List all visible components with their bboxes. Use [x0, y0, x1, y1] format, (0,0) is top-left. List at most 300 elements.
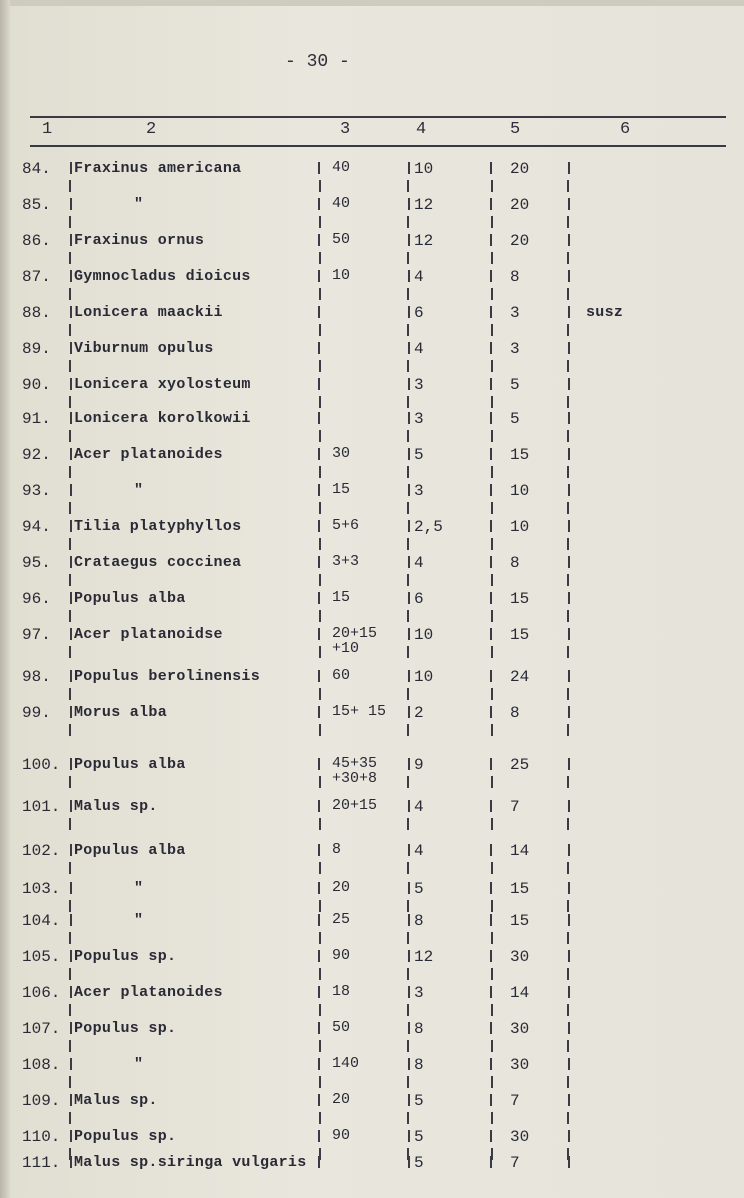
- species-name: ": [134, 196, 144, 213]
- column-tick: [491, 968, 493, 980]
- column-tick: [319, 1076, 321, 1088]
- row-number: 90.: [22, 376, 51, 394]
- row-number: 86.: [22, 232, 51, 250]
- column-tick: [318, 706, 320, 718]
- col5-value: 5: [510, 376, 520, 394]
- column-tick: [70, 1130, 72, 1142]
- column-tick: [490, 1058, 492, 1070]
- column-tick: [567, 216, 569, 228]
- species-name: Gymnocladus dioicus: [74, 268, 251, 285]
- column-tick: [491, 724, 493, 736]
- col4-value: 12: [414, 232, 434, 250]
- column-tick: [319, 688, 321, 700]
- col4-value: 9: [414, 756, 424, 774]
- column-tick: [318, 342, 320, 354]
- column-tick: [491, 466, 493, 478]
- column-tick: [70, 758, 72, 770]
- species-name: Lonicera maackii: [74, 304, 223, 321]
- column-tick: [568, 1094, 570, 1106]
- row-number: 87.: [22, 268, 51, 286]
- column-tick: [319, 1040, 321, 1052]
- column-tick: [319, 932, 321, 944]
- column-tick: [407, 724, 409, 736]
- species-name: ": [134, 1056, 144, 1073]
- column-tick: [70, 914, 72, 926]
- column-tick: [408, 844, 410, 856]
- column-tick: [567, 932, 569, 944]
- column-tick: [407, 862, 409, 874]
- col3-value: 30: [332, 445, 351, 462]
- row-number: 106.: [22, 984, 61, 1002]
- col5-value: 30: [510, 948, 530, 966]
- header-col-6: 6: [620, 120, 631, 139]
- column-tick: [70, 342, 72, 354]
- column-tick: [70, 198, 72, 210]
- species-name: Tilia platyphyllos: [74, 518, 242, 535]
- row-number: 109.: [22, 1092, 61, 1110]
- column-tick: [491, 574, 493, 586]
- column-tick: [69, 360, 71, 372]
- species-name: Populus alba: [74, 842, 186, 859]
- column-tick: [490, 1130, 492, 1142]
- species-name: Acer platanoides: [74, 984, 223, 1001]
- column-tick: [318, 628, 320, 640]
- species-name: Fraxinus americana: [74, 160, 242, 177]
- column-tick: [568, 520, 570, 532]
- table-header-rule: [30, 145, 726, 147]
- column-tick: [567, 360, 569, 372]
- column-tick: [568, 758, 570, 770]
- column-tick: [408, 1156, 410, 1168]
- column-tick: [318, 1156, 320, 1168]
- column-tick: [490, 556, 492, 568]
- row-number: 105.: [22, 948, 61, 966]
- col3-value: 40: [332, 159, 351, 176]
- column-tick: [407, 180, 409, 192]
- column-tick: [490, 1022, 492, 1034]
- column-tick: [319, 396, 321, 408]
- column-tick: [567, 1112, 569, 1124]
- column-tick: [319, 862, 321, 874]
- row-number: 111.: [22, 1154, 61, 1172]
- col5-value: 30: [510, 1128, 530, 1146]
- column-tick: [407, 430, 409, 442]
- column-tick: [567, 574, 569, 586]
- column-tick: [407, 610, 409, 622]
- column-tick: [407, 688, 409, 700]
- row-number: 103.: [22, 880, 61, 898]
- row-number: 98.: [22, 668, 51, 686]
- col4-value: 10: [414, 668, 434, 686]
- column-tick: [407, 932, 409, 944]
- column-tick: [491, 252, 493, 264]
- row-number: 91.: [22, 410, 51, 428]
- column-tick: [408, 800, 410, 812]
- column-tick: [491, 1040, 493, 1052]
- column-tick: [490, 670, 492, 682]
- column-tick: [567, 1004, 569, 1016]
- column-tick: [490, 484, 492, 496]
- row-number: 101.: [22, 798, 61, 816]
- row-number: 95.: [22, 554, 51, 572]
- column-tick: [567, 646, 569, 658]
- header-col-4: 4: [416, 120, 427, 139]
- column-tick: [568, 448, 570, 460]
- row-number: 85.: [22, 196, 51, 214]
- species-name: Crataegus coccinea: [74, 554, 242, 571]
- col3-value: 50: [332, 231, 351, 248]
- column-tick: [70, 520, 72, 532]
- row-number: 104.: [22, 912, 61, 930]
- col3-value: 15: [332, 481, 351, 498]
- row-number: 102.: [22, 842, 61, 860]
- col3-value: 20+15: [332, 797, 378, 814]
- col5-value: 30: [510, 1056, 530, 1074]
- col4-value: 3: [414, 482, 424, 500]
- column-tick: [491, 396, 493, 408]
- column-tick: [318, 162, 320, 174]
- col5-value: 10: [510, 518, 530, 536]
- col3-value: 15+ 15: [332, 703, 387, 720]
- column-tick: [408, 628, 410, 640]
- column-tick: [491, 324, 493, 336]
- row-number: 97.: [22, 626, 51, 644]
- species-name: Populus alba: [74, 590, 186, 607]
- column-tick: [568, 628, 570, 640]
- col3-value: 20: [332, 879, 351, 896]
- col4-value: 8: [414, 912, 424, 930]
- column-tick: [568, 914, 570, 926]
- col3-value: 3+3: [332, 553, 360, 570]
- column-tick: [70, 706, 72, 718]
- column-tick: [490, 378, 492, 390]
- column-tick: [491, 216, 493, 228]
- column-tick: [408, 412, 410, 424]
- column-tick: [319, 430, 321, 442]
- col5-value: 8: [510, 704, 520, 722]
- column-tick: [490, 198, 492, 210]
- column-tick: [69, 538, 71, 550]
- column-tick: [69, 574, 71, 586]
- column-tick: [567, 430, 569, 442]
- column-tick: [490, 914, 492, 926]
- column-tick: [568, 378, 570, 390]
- column-tick: [407, 646, 409, 658]
- col4-value: 6: [414, 304, 424, 322]
- column-tick: [318, 758, 320, 770]
- column-tick: [318, 986, 320, 998]
- column-tick: [319, 324, 321, 336]
- column-tick: [318, 1058, 320, 1070]
- col3-value: 10: [332, 267, 351, 284]
- column-tick: [408, 986, 410, 998]
- column-tick: [319, 252, 321, 264]
- column-tick: [491, 776, 493, 788]
- column-tick: [70, 592, 72, 604]
- column-tick: [568, 270, 570, 282]
- column-tick: [408, 1094, 410, 1106]
- column-tick: [319, 216, 321, 228]
- column-tick: [408, 162, 410, 174]
- column-tick: [567, 252, 569, 264]
- col4-value: 10: [414, 626, 434, 644]
- column-tick: [70, 1156, 72, 1168]
- col5-value: 3: [510, 340, 520, 358]
- column-tick: [69, 502, 71, 514]
- column-tick: [70, 1094, 72, 1106]
- column-tick: [491, 818, 493, 830]
- row-number: 88.: [22, 304, 51, 322]
- column-tick: [408, 670, 410, 682]
- column-tick: [319, 646, 321, 658]
- column-tick: [408, 556, 410, 568]
- column-tick: [69, 1112, 71, 1124]
- column-tick: [490, 234, 492, 246]
- column-tick: [70, 1022, 72, 1034]
- column-tick: [318, 448, 320, 460]
- column-tick: [568, 706, 570, 718]
- column-tick: [318, 556, 320, 568]
- column-tick: [567, 776, 569, 788]
- row-number: 110.: [22, 1128, 61, 1146]
- column-tick: [491, 360, 493, 372]
- species-name: Populus sp.: [74, 948, 177, 965]
- column-tick: [568, 1022, 570, 1034]
- column-tick: [69, 900, 71, 912]
- col4-value: 2,5: [414, 518, 443, 536]
- row-number: 107.: [22, 1020, 61, 1038]
- column-tick: [318, 844, 320, 856]
- header-col-1: 1: [42, 120, 53, 139]
- column-tick: [70, 556, 72, 568]
- row-number: 96.: [22, 590, 51, 608]
- column-tick: [319, 776, 321, 788]
- col4-value: 3: [414, 410, 424, 428]
- column-tick: [407, 324, 409, 336]
- col5-value: 14: [510, 842, 530, 860]
- column-tick: [408, 484, 410, 496]
- column-tick: [567, 538, 569, 550]
- col3-value: 5+6: [332, 517, 360, 534]
- col4-value: 2: [414, 704, 424, 722]
- column-tick: [491, 1112, 493, 1124]
- column-tick: [69, 252, 71, 264]
- row-number: 94.: [22, 518, 51, 536]
- column-tick: [490, 706, 492, 718]
- col5-value: 7: [510, 798, 520, 816]
- species-name: Populus sp.: [74, 1128, 177, 1145]
- col3-value: 20: [332, 1091, 351, 1108]
- col4-value: 5: [414, 1092, 424, 1110]
- col4-value: 10: [414, 160, 434, 178]
- column-tick: [491, 932, 493, 944]
- column-tick: [490, 270, 492, 282]
- column-tick: [407, 818, 409, 830]
- column-tick: [407, 1076, 409, 1088]
- column-tick: [408, 914, 410, 926]
- column-tick: [318, 270, 320, 282]
- column-tick: [318, 800, 320, 812]
- col3-value: 18: [332, 983, 351, 1000]
- column-tick: [69, 1076, 71, 1088]
- species-name: Acer platanoidse: [74, 626, 223, 643]
- column-tick: [408, 592, 410, 604]
- col5-value: 15: [510, 912, 530, 930]
- column-tick: [567, 396, 569, 408]
- col3-value: 90: [332, 1127, 351, 1144]
- column-tick: [69, 288, 71, 300]
- column-tick: [407, 538, 409, 550]
- column-tick: [318, 234, 320, 246]
- column-tick: [491, 1004, 493, 1016]
- column-tick: [490, 950, 492, 962]
- column-tick: [70, 986, 72, 998]
- column-tick: [319, 538, 321, 550]
- col5-value: 8: [510, 554, 520, 572]
- column-tick: [490, 520, 492, 532]
- column-tick: [408, 234, 410, 246]
- column-tick: [318, 1130, 320, 1142]
- column-tick: [491, 900, 493, 912]
- species-name: Morus alba: [74, 704, 168, 721]
- column-tick: [408, 448, 410, 460]
- column-tick: [69, 646, 71, 658]
- column-tick: [319, 724, 321, 736]
- col5-value: 24: [510, 668, 530, 686]
- column-tick: [70, 412, 72, 424]
- column-tick: [490, 1156, 492, 1168]
- column-tick: [69, 324, 71, 336]
- column-tick: [490, 342, 492, 354]
- col5-value: 20: [510, 160, 530, 178]
- column-tick: [407, 574, 409, 586]
- column-tick: [568, 556, 570, 568]
- column-tick: [408, 1058, 410, 1070]
- column-tick: [319, 360, 321, 372]
- column-tick: [319, 574, 321, 586]
- header-col-5: 5: [510, 120, 521, 139]
- col5-value: 25: [510, 756, 530, 774]
- column-tick: [319, 1004, 321, 1016]
- col3-value: 90: [332, 947, 351, 964]
- table-top-rule: [30, 116, 726, 118]
- column-tick: [69, 776, 71, 788]
- column-tick: [318, 670, 320, 682]
- column-tick: [567, 1076, 569, 1088]
- column-tick: [568, 484, 570, 496]
- column-tick: [319, 466, 321, 478]
- column-tick: [567, 900, 569, 912]
- col5-value: 15: [510, 880, 530, 898]
- column-tick: [319, 288, 321, 300]
- column-tick: [567, 180, 569, 192]
- column-tick: [319, 900, 321, 912]
- row-number: 99.: [22, 704, 51, 722]
- col4-value: 4: [414, 268, 424, 286]
- column-tick: [318, 412, 320, 424]
- column-tick: [408, 198, 410, 210]
- column-tick: [69, 1004, 71, 1016]
- column-tick: [407, 968, 409, 980]
- col3-value: 45+35 +30+8: [332, 755, 378, 787]
- column-tick: [491, 288, 493, 300]
- column-tick: [319, 180, 321, 192]
- col5-value: 5: [510, 410, 520, 428]
- row-number: 100.: [22, 756, 61, 774]
- column-tick: [568, 234, 570, 246]
- column-tick: [568, 412, 570, 424]
- col5-value: 14: [510, 984, 530, 1002]
- column-tick: [319, 818, 321, 830]
- header-col-2: 2: [146, 120, 157, 139]
- column-tick: [407, 396, 409, 408]
- row-number: 108.: [22, 1056, 61, 1074]
- column-tick: [490, 412, 492, 424]
- column-tick: [490, 628, 492, 640]
- column-tick: [491, 646, 493, 658]
- column-tick: [408, 882, 410, 894]
- column-tick: [568, 844, 570, 856]
- column-tick: [568, 800, 570, 812]
- column-tick: [318, 306, 320, 318]
- col5-value: 7: [510, 1154, 520, 1172]
- column-tick: [407, 252, 409, 264]
- col4-value: 3: [414, 376, 424, 394]
- column-tick: [490, 844, 492, 856]
- column-tick: [568, 1058, 570, 1070]
- species-name: Malus sp.: [74, 1092, 158, 1109]
- species-name: ": [134, 880, 144, 897]
- column-tick: [491, 180, 493, 192]
- column-tick: [567, 502, 569, 514]
- column-tick: [407, 1040, 409, 1052]
- column-tick: [407, 1112, 409, 1124]
- column-tick: [490, 592, 492, 604]
- column-tick: [319, 610, 321, 622]
- column-tick: [407, 360, 409, 372]
- species-name: Viburnum opulus: [74, 340, 214, 357]
- species-name: Lonicera korolkowii: [74, 410, 251, 427]
- col4-value: 8: [414, 1020, 424, 1038]
- column-tick: [318, 882, 320, 894]
- col6-note: susz: [586, 304, 624, 321]
- col4-value: 5: [414, 880, 424, 898]
- col3-value: 140: [332, 1055, 360, 1072]
- column-tick: [490, 1094, 492, 1106]
- column-tick: [318, 592, 320, 604]
- column-tick: [567, 688, 569, 700]
- species-name: ": [134, 482, 144, 499]
- column-tick: [70, 800, 72, 812]
- col5-value: 8: [510, 268, 520, 286]
- column-tick: [568, 162, 570, 174]
- column-tick: [491, 430, 493, 442]
- column-tick: [69, 932, 71, 944]
- column-tick: [70, 628, 72, 640]
- col4-value: 12: [414, 948, 434, 966]
- column-tick: [490, 800, 492, 812]
- species-name: Populus berolinensis: [74, 668, 261, 685]
- column-tick: [69, 466, 71, 478]
- column-tick: [407, 466, 409, 478]
- col3-value: 15: [332, 589, 351, 606]
- column-tick: [69, 818, 71, 830]
- column-tick: [70, 882, 72, 894]
- col4-value: 12: [414, 196, 434, 214]
- col4-value: 4: [414, 340, 424, 358]
- column-tick: [567, 466, 569, 478]
- column-tick: [491, 1076, 493, 1088]
